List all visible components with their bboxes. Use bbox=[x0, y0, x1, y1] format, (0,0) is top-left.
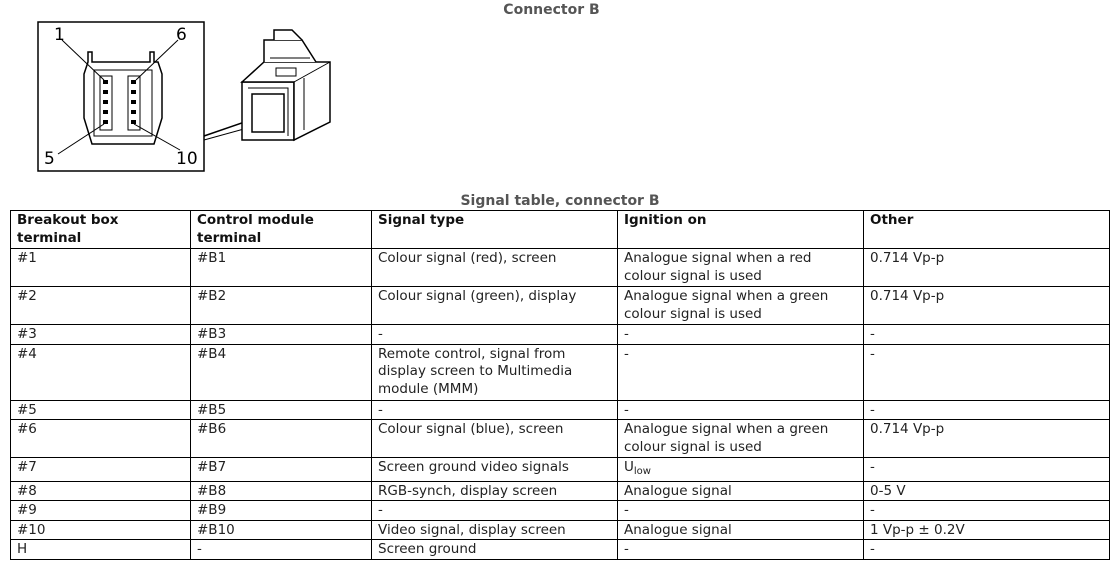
ignition-u: U bbox=[624, 459, 634, 475]
cell-other: - bbox=[864, 540, 1110, 560]
table-row bbox=[11, 520, 1110, 540]
cell-other: 1 Vp-p ± 0.2V bbox=[864, 520, 1110, 540]
cell-breakout: #10 bbox=[11, 520, 191, 540]
cell-breakout: #6 bbox=[11, 420, 191, 458]
table-header-row bbox=[11, 211, 1110, 249]
cell-ignition bbox=[618, 458, 864, 482]
cell-other: - bbox=[864, 400, 1110, 420]
header-breakout-terminal: Breakout box terminal bbox=[11, 211, 191, 249]
table-row bbox=[11, 540, 1110, 560]
cell-other: 0.714 Vp-p bbox=[864, 287, 1110, 325]
cell-breakout: #2 bbox=[11, 287, 191, 325]
cell-breakout: #5 bbox=[11, 400, 191, 420]
cell-breakout: #3 bbox=[11, 325, 191, 345]
cell-signal: - bbox=[372, 501, 618, 521]
table-row bbox=[11, 325, 1110, 345]
cell-other: 0-5 V bbox=[864, 481, 1110, 501]
cell-other: 0.714 Vp-p bbox=[864, 420, 1110, 458]
header-other: Other bbox=[864, 211, 1110, 249]
connector-title: Connector B bbox=[503, 2, 600, 18]
cell-ignition: Analogue signal bbox=[618, 520, 864, 540]
connector-body bbox=[242, 30, 330, 140]
cell-control: #B5 bbox=[191, 400, 372, 420]
header-control-module-terminal: Control module terminal bbox=[191, 211, 372, 249]
connector-diagram bbox=[30, 18, 375, 176]
table-row bbox=[11, 344, 1110, 400]
cell-breakout: H bbox=[11, 540, 191, 560]
cell-signal: Colour signal (blue), screen bbox=[372, 420, 618, 458]
cell-ignition: Analogue signal when a green colour signal is used bbox=[618, 287, 864, 325]
cell-control: #B10 bbox=[191, 520, 372, 540]
pin-label-10: 10 bbox=[176, 149, 198, 169]
cell-control: #B4 bbox=[191, 344, 372, 400]
signal-table bbox=[10, 210, 1110, 560]
cell-signal: - bbox=[372, 400, 618, 420]
cell-control: #B7 bbox=[191, 458, 372, 482]
pin-label-1: 1 bbox=[54, 25, 65, 45]
cell-control: #B3 bbox=[191, 325, 372, 345]
table-row bbox=[11, 287, 1110, 325]
cell-control: #B8 bbox=[191, 481, 372, 501]
pin-label-6: 6 bbox=[176, 25, 187, 45]
cell-other: 0.714 Vp-p bbox=[864, 249, 1110, 287]
cell-ignition: - bbox=[618, 501, 864, 521]
table-title: Signal table, connector B bbox=[460, 193, 660, 209]
cell-ignition: - bbox=[618, 325, 864, 345]
cell-signal: - bbox=[372, 325, 618, 345]
cell-breakout: #7 bbox=[11, 458, 191, 482]
cell-signal: Colour signal (red), screen bbox=[372, 249, 618, 287]
table-row bbox=[11, 249, 1110, 287]
table-row bbox=[11, 481, 1110, 501]
table-row bbox=[11, 420, 1110, 458]
cell-signal: Screen ground video signals bbox=[372, 458, 618, 482]
table-row bbox=[11, 501, 1110, 521]
cell-breakout: #9 bbox=[11, 501, 191, 521]
cell-breakout: #4 bbox=[11, 344, 191, 400]
cell-ignition: Analogue signal bbox=[618, 481, 864, 501]
cell-ignition: - bbox=[618, 540, 864, 560]
cell-breakout: #1 bbox=[11, 249, 191, 287]
cell-ignition: Analogue signal when a green colour signal is used bbox=[618, 420, 864, 458]
cell-other: - bbox=[864, 501, 1110, 521]
table-row bbox=[11, 458, 1110, 482]
cell-signal: Remote control, signal from display screen to Multimedia module (MMM) bbox=[372, 344, 618, 400]
cell-control: #B2 bbox=[191, 287, 372, 325]
pin-label-5: 5 bbox=[44, 149, 55, 169]
cell-signal: Colour signal (green), display bbox=[372, 287, 618, 325]
cell-other: - bbox=[864, 344, 1110, 400]
header-ignition-on: Ignition on bbox=[618, 211, 864, 249]
ignition-u-subscript: low bbox=[633, 466, 651, 477]
cell-signal: RGB-synch, display screen bbox=[372, 481, 618, 501]
cell-ignition: - bbox=[618, 400, 864, 420]
cell-ignition: Analogue signal when a red colour signal is used bbox=[618, 249, 864, 287]
cell-signal: Screen ground bbox=[372, 540, 618, 560]
cell-control: #B1 bbox=[191, 249, 372, 287]
cell-control: #B6 bbox=[191, 420, 372, 458]
cell-control: - bbox=[191, 540, 372, 560]
cell-other: - bbox=[864, 325, 1110, 345]
cell-breakout: #8 bbox=[11, 481, 191, 501]
cell-ignition: - bbox=[618, 344, 864, 400]
cell-other: - bbox=[864, 458, 1110, 482]
cell-control: #B9 bbox=[191, 501, 372, 521]
cell-signal: Video signal, display screen bbox=[372, 520, 618, 540]
header-signal-type: Signal type bbox=[372, 211, 618, 249]
table-row bbox=[11, 400, 1110, 420]
